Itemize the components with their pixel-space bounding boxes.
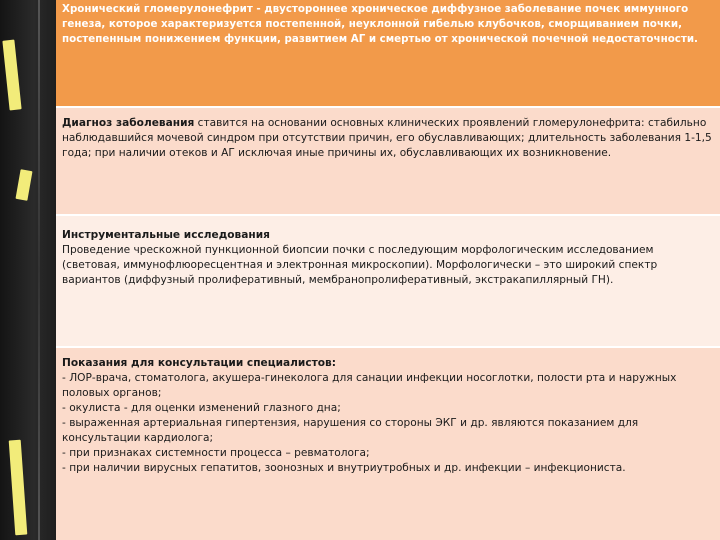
- consultation-cell: [56, 348, 720, 540]
- instrumental-text: Проведение чрескожной пункционной биопсии почки с последующим морфологическим исследованием (световая, иммунофлюоресцентная и электронная микроскопии). Морфологически – это широкий спектр вариантов (диффузный пролиферативный, мембранопролиферативный, экстракапиллярный ГН).: [62, 244, 658, 286]
- consultation-item: - при наличии вирусных гепатитов, зоонозных и внутриутробных и др. инфекции – инфекциониста.: [62, 462, 626, 474]
- consultation-item: - выраженная артериальная гипертензия, нарушения со стороны ЭКГ и др. являются показанием для консультации кардиолога;: [62, 417, 639, 444]
- definition-cell: [56, 0, 720, 108]
- content-table: [56, 0, 720, 540]
- diagnosis-cell: [56, 108, 720, 216]
- definition-text: Хронический гломерулонефрит - двустороннее хроническое диффузное заболевание почек иммунного генеза, которое характеризуется постепенной, неуклонной гибелью клубочков, сморщиванием почки, постепенным понижением функции, развитием АГ и смертью от хронической почечной недостаточности.: [62, 3, 698, 45]
- diagnosis-title: Диагноз заболевания: [62, 117, 195, 129]
- instrumental-cell: [56, 216, 720, 348]
- consultation-item: - при признаках системности процесса – ревматолога;: [62, 447, 370, 459]
- consultation-item: - ЛОР-врача, стоматолога, акушера-гинеколога для санации инфекции носоглотки, полости рта и наружных половых органов;: [62, 372, 677, 399]
- decorative-vertical-line: [38, 0, 40, 540]
- diagnosis-text: ставится на основании основных клинических проявлений гломерулонефрита: стабильно наблюдавшийся мочевой синдром при отсутствии причин, его обуславливающих; длительность заболевания 1-1,5 года; при наличии отеков и АГ исключая иные причины их, обуславливающих их возникновение.: [62, 117, 712, 159]
- instrumental-title: Инструментальные исследования: [62, 229, 270, 241]
- consultation-title: Показания для консультации специалистов:: [62, 357, 336, 369]
- consultation-item: - окулиста - для оценки изменений глазного дна;: [62, 402, 341, 414]
